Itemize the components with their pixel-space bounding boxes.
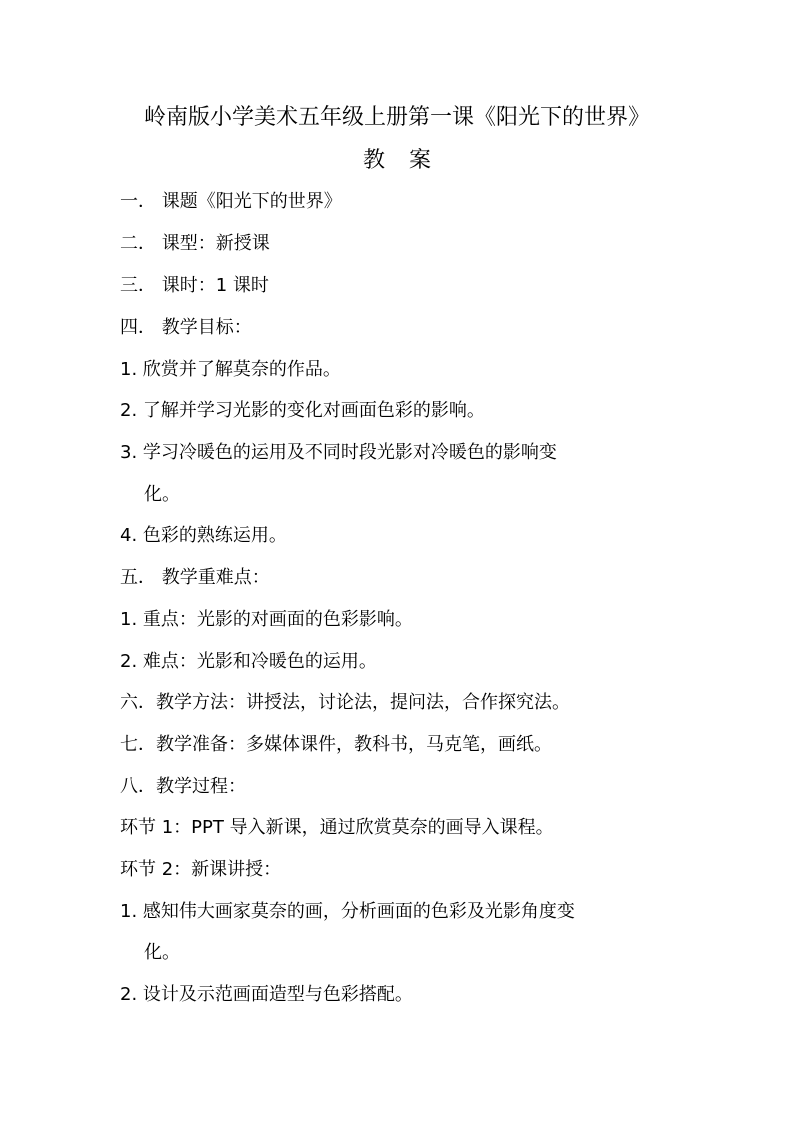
section-lesson-type: 二． 课型：新授课 <box>120 233 270 254</box>
section-teaching-process-heading: 八．教学过程： <box>120 776 246 797</box>
section-objectives-heading: 四． 教学目标： <box>120 317 252 338</box>
subtitle-right: 案 <box>409 148 432 173</box>
objective-item: 3. 学习冷暖色的运用及不同时段光影对冷暖色的影响变 <box>120 442 557 463</box>
document-title: 岭南版小学美术五年级上册第一课《阳光下的世界》 <box>143 105 650 130</box>
objective-item: 4. 色彩的熟练运用。 <box>120 525 287 546</box>
process-step: 环节 1：PPT 导入新课，通过欣赏莫奈的画导入课程。 <box>120 817 554 838</box>
section-lesson-hours: 三． 课时：1 课时 <box>120 275 269 296</box>
objective-item-continuation: 化。 <box>144 484 180 505</box>
objective-item: 2. 了解并学习光影的变化对画面色彩的影响。 <box>120 400 485 421</box>
objective-item: 1. 欣赏并了解莫奈的作品。 <box>120 359 341 380</box>
process-step-item: 2. 设计及示范画面造型与色彩搭配。 <box>120 984 413 1005</box>
key-point-item: 2. 难点：光影和冷暖色的运用。 <box>120 651 377 672</box>
section-teaching-preparation: 七．教学准备：多媒体课件，教科书，马克笔，画纸。 <box>120 734 552 755</box>
process-step-item: 1. 感知伟大画家莫奈的画，分析画面的色彩及光影角度变 <box>120 901 575 922</box>
section-teaching-methods: 六．教学方法：讲授法，讨论法，提问法，合作探究法。 <box>120 692 570 713</box>
subtitle-left: 教 <box>362 148 385 173</box>
process-step-item-continuation: 化。 <box>144 942 180 963</box>
section-key-points-heading: 五． 教学重难点： <box>120 567 270 588</box>
process-step: 环节 2：新课讲授： <box>120 859 282 880</box>
key-point-item: 1. 重点：光影的对画面的色彩影响。 <box>120 609 413 630</box>
section-topic: 一． 课题《阳光下的世界》 <box>120 191 342 212</box>
document-subtitle <box>0 146 794 176</box>
